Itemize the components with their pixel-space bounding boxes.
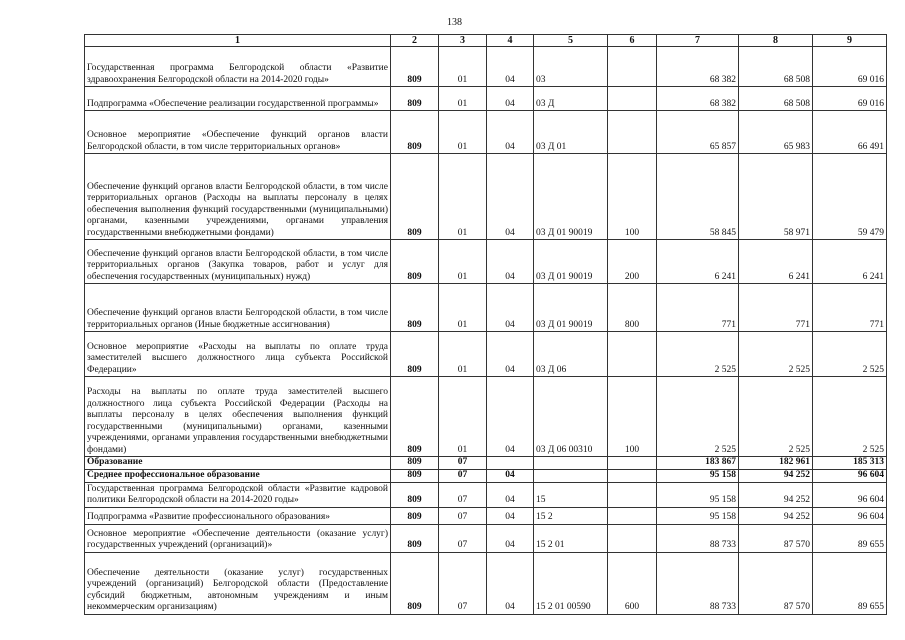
target-article-code xyxy=(534,469,608,482)
amount-year-2: 65 983 xyxy=(739,111,813,154)
target-article-code: 03 Д xyxy=(534,87,608,111)
table-row xyxy=(85,507,887,524)
subsection-code: 04 xyxy=(487,284,534,332)
amount-year-3: 59 479 xyxy=(813,154,887,240)
amount-year-3: 2 525 xyxy=(813,377,887,457)
amount-year-1: 2 525 xyxy=(657,332,739,377)
subsection-code: 04 xyxy=(487,377,534,457)
amount-year-3: 69 016 xyxy=(813,47,887,87)
target-article-code: 03 Д 01 90019 xyxy=(534,154,608,240)
amount-year-2: 182 961 xyxy=(739,457,813,470)
amount-year-2: 771 xyxy=(739,284,813,332)
target-article-code: 15 2 01 xyxy=(534,524,608,552)
admin-code: 809 xyxy=(391,482,439,507)
amount-year-2: 2 525 xyxy=(739,332,813,377)
subsection-code: 04 xyxy=(487,154,534,240)
header-col-7: 7 xyxy=(657,35,739,47)
header-col-9: 9 xyxy=(813,35,887,47)
table-row xyxy=(85,332,887,377)
subsection-code: 04 xyxy=(487,332,534,377)
row-description: Государственная программа Белгородской области «Развитие здравоохранения Белгородской области на 2014-2020 годы» xyxy=(85,47,391,87)
subsection-code: 04 xyxy=(487,47,534,87)
row-description: Обеспечение деятельности (оказание услуг) государственных учреждений (организаций) Белгородской области (Предоставление субсидий бюджетным, автономным учреждениям и иным некоммерческим организациям) xyxy=(85,552,391,614)
target-article-code xyxy=(534,457,608,470)
amount-year-1: 183 867 xyxy=(657,457,739,470)
amount-year-2: 87 570 xyxy=(739,552,813,614)
row-description: Основное мероприятие «Обеспечение функций органов власти Белгородской области, в том числе территориальных органов» xyxy=(85,111,391,154)
amount-year-2: 94 252 xyxy=(739,482,813,507)
target-article-code: 15 2 xyxy=(534,507,608,524)
amount-year-1: 68 382 xyxy=(657,87,739,111)
amount-year-2: 68 508 xyxy=(739,47,813,87)
admin-code: 809 xyxy=(391,457,439,470)
admin-code: 809 xyxy=(391,87,439,111)
expense-type-code: 200 xyxy=(608,240,657,284)
table-row xyxy=(85,47,887,87)
row-description: Обеспечение функций органов власти Белгородской области, в том числе территориальных органов (Расходы на выплаты персоналу в целях обеспечения выполнения функций государственными (муниципальными) органами, казенными учреждениями, органами управления государственными внебюджетными фондами) xyxy=(85,154,391,240)
section-code: 07 xyxy=(439,482,487,507)
target-article-code: 03 Д 01 xyxy=(534,111,608,154)
amount-year-3: 89 655 xyxy=(813,552,887,614)
table-row xyxy=(85,154,887,240)
amount-year-3: 89 655 xyxy=(813,524,887,552)
section-code: 01 xyxy=(439,111,487,154)
row-description: Основное мероприятие «Обеспечение деятельности (оказание услуг) государственных учреждений (организаций)» xyxy=(85,524,391,552)
subsection-code: 04 xyxy=(487,87,534,111)
amount-year-2: 58 971 xyxy=(739,154,813,240)
admin-code: 809 xyxy=(391,284,439,332)
admin-code: 809 xyxy=(391,469,439,482)
amount-year-3: 96 604 xyxy=(813,469,887,482)
admin-code: 809 xyxy=(391,240,439,284)
subsection-code: 04 xyxy=(487,552,534,614)
admin-code: 809 xyxy=(391,47,439,87)
table-body xyxy=(85,47,887,615)
expense-type-code: 100 xyxy=(608,377,657,457)
amount-year-3: 771 xyxy=(813,284,887,332)
header-row xyxy=(85,35,887,47)
budget-table xyxy=(84,34,887,615)
subsection-code: 04 xyxy=(487,111,534,154)
target-article-code: 03 xyxy=(534,47,608,87)
expense-type-code xyxy=(608,87,657,111)
amount-year-1: 68 382 xyxy=(657,47,739,87)
subsection-code: 04 xyxy=(487,507,534,524)
header-col-2: 2 xyxy=(391,35,439,47)
admin-code: 809 xyxy=(391,377,439,457)
amount-year-1: 58 845 xyxy=(657,154,739,240)
amount-year-1: 88 733 xyxy=(657,524,739,552)
expense-type-code xyxy=(608,482,657,507)
table-row xyxy=(85,111,887,154)
expense-type-code xyxy=(608,457,657,470)
amount-year-1: 6 241 xyxy=(657,240,739,284)
header-col-3: 3 xyxy=(439,35,487,47)
section-code: 07 xyxy=(439,507,487,524)
row-description: Основное мероприятие «Расходы на выплаты по оплате труда заместителей высшего должностного лица субъекта Российской Федерации» xyxy=(85,332,391,377)
table-row xyxy=(85,482,887,507)
amount-year-2: 2 525 xyxy=(739,377,813,457)
admin-code: 809 xyxy=(391,111,439,154)
table-row xyxy=(85,377,887,457)
expense-type-code: 800 xyxy=(608,284,657,332)
amount-year-3: 96 604 xyxy=(813,507,887,524)
expense-type-code xyxy=(608,469,657,482)
expense-type-code: 600 xyxy=(608,552,657,614)
row-description: Среднее профессиональное образование xyxy=(85,469,391,482)
admin-code: 809 xyxy=(391,507,439,524)
section-code: 01 xyxy=(439,377,487,457)
subsection-code xyxy=(487,457,534,470)
amount-year-3: 6 241 xyxy=(813,240,887,284)
table-row xyxy=(85,457,887,470)
target-article-code: 03 Д 01 90019 xyxy=(534,240,608,284)
admin-code: 809 xyxy=(391,552,439,614)
header-col-4: 4 xyxy=(487,35,534,47)
row-description: Обеспечение функций органов власти Белгородской области, в том числе территориальных органов (Закупка товаров, работ и услуг для обеспечения государственных (муниципальных) нужд) xyxy=(85,240,391,284)
expense-type-code xyxy=(608,524,657,552)
table-row xyxy=(85,552,887,614)
row-description: Подпрограмма «Обеспечение реализации государственной программы» xyxy=(85,87,391,111)
section-code: 07 xyxy=(439,552,487,614)
target-article-code: 15 2 01 00590 xyxy=(534,552,608,614)
section-code: 07 xyxy=(439,469,487,482)
expense-type-code xyxy=(608,332,657,377)
table-row xyxy=(85,524,887,552)
amount-year-1: 88 733 xyxy=(657,552,739,614)
amount-year-2: 94 252 xyxy=(739,469,813,482)
header-col-6: 6 xyxy=(608,35,657,47)
admin-code: 809 xyxy=(391,154,439,240)
amount-year-2: 6 241 xyxy=(739,240,813,284)
page-number: 138 xyxy=(447,17,462,28)
row-description: Обеспечение функций органов власти Белгородской области, в том числе территориальных органов (Иные бюджетные ассигнования) xyxy=(85,284,391,332)
amount-year-1: 65 857 xyxy=(657,111,739,154)
amount-year-1: 2 525 xyxy=(657,377,739,457)
amount-year-2: 87 570 xyxy=(739,524,813,552)
section-code: 07 xyxy=(439,524,487,552)
amount-year-1: 95 158 xyxy=(657,469,739,482)
expense-type-code: 100 xyxy=(608,154,657,240)
subsection-code: 04 xyxy=(487,524,534,552)
target-article-code: 03 Д 06 xyxy=(534,332,608,377)
section-code: 01 xyxy=(439,332,487,377)
target-article-code: 03 Д 01 90019 xyxy=(534,284,608,332)
amount-year-3: 185 313 xyxy=(813,457,887,470)
expense-type-code xyxy=(608,47,657,87)
header-col-5: 5 xyxy=(534,35,608,47)
header-col-1: 1 xyxy=(85,35,391,47)
amount-year-3: 66 491 xyxy=(813,111,887,154)
section-code: 01 xyxy=(439,284,487,332)
section-code: 01 xyxy=(439,154,487,240)
admin-code: 809 xyxy=(391,332,439,377)
amount-year-2: 94 252 xyxy=(739,507,813,524)
row-description: Образование xyxy=(85,457,391,470)
target-article-code: 15 xyxy=(534,482,608,507)
amount-year-3: 2 525 xyxy=(813,332,887,377)
header-col-8: 8 xyxy=(739,35,813,47)
subsection-code: 04 xyxy=(487,482,534,507)
row-description: Государственная программа Белгородской области «Развитие кадровой политики Белгородской области на 2014-2020 годы» xyxy=(85,482,391,507)
table-row xyxy=(85,240,887,284)
subsection-code: 04 xyxy=(487,240,534,284)
row-description: Подпрограмма «Развитие профессионального образования» xyxy=(85,507,391,524)
row-description: Расходы на выплаты по оплате труда заместителей высшего должностного лица субъекта Российской Федерации (Расходы на выплаты персоналу в целях обеспечения выполнения функций государственными (муниципальными) органами, казенными учреждениями, органами управления государственными внебюджетными фондами) xyxy=(85,377,391,457)
amount-year-3: 96 604 xyxy=(813,482,887,507)
expense-type-code xyxy=(608,111,657,154)
amount-year-3: 69 016 xyxy=(813,87,887,111)
target-article-code: 03 Д 06 00310 xyxy=(534,377,608,457)
section-code: 01 xyxy=(439,87,487,111)
amount-year-2: 68 508 xyxy=(739,87,813,111)
amount-year-1: 95 158 xyxy=(657,507,739,524)
section-code: 01 xyxy=(439,47,487,87)
amount-year-1: 771 xyxy=(657,284,739,332)
expense-type-code xyxy=(608,507,657,524)
table-row xyxy=(85,284,887,332)
admin-code: 809 xyxy=(391,524,439,552)
section-code: 01 xyxy=(439,240,487,284)
table-row xyxy=(85,469,887,482)
section-code: 07 xyxy=(439,457,487,470)
table-row xyxy=(85,87,887,111)
subsection-code: 04 xyxy=(487,469,534,482)
amount-year-1: 95 158 xyxy=(657,482,739,507)
